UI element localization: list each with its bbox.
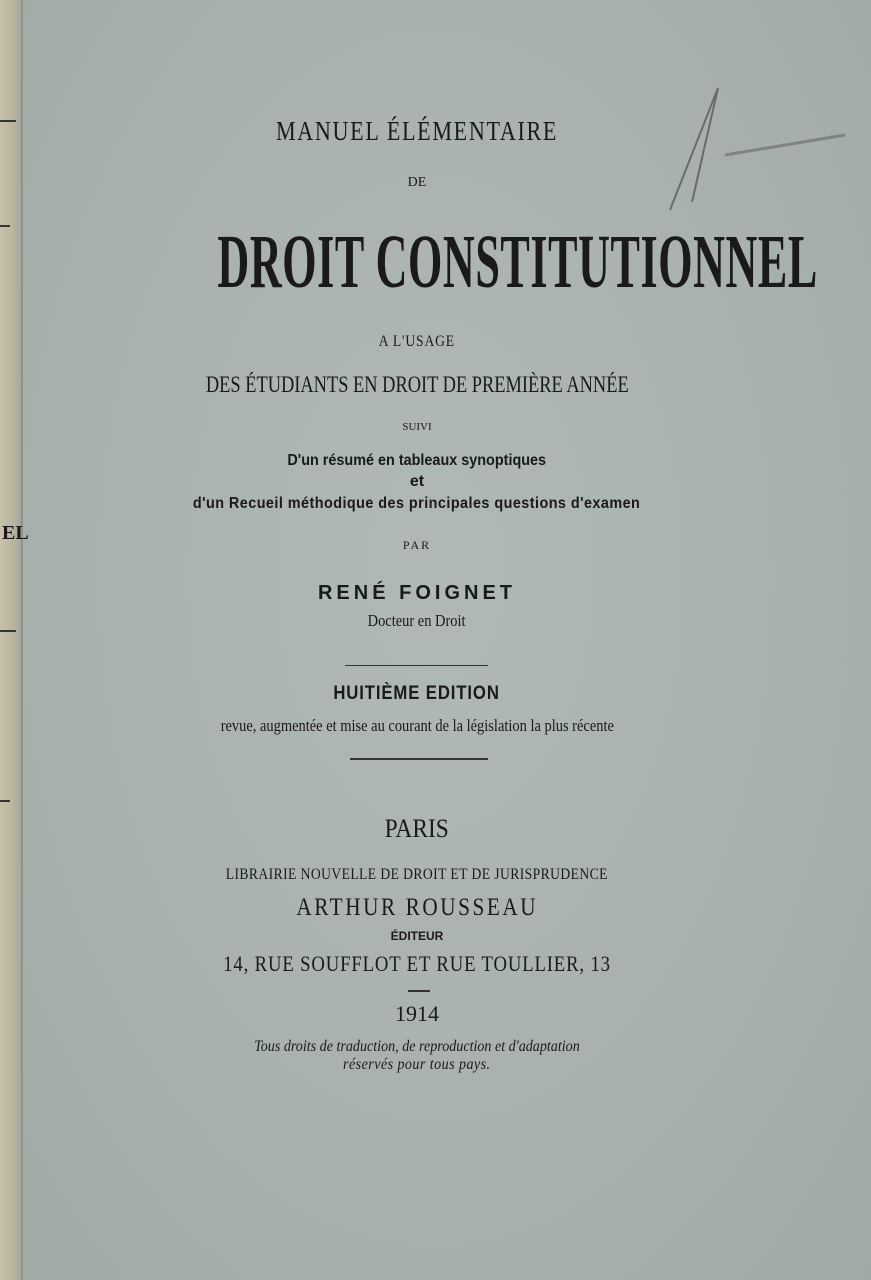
title-de: DE: [407, 175, 427, 190]
divider: [408, 990, 430, 992]
handwritten-annotation: [600, 80, 850, 220]
divider: [345, 665, 488, 666]
supplement-line2: d'un Recueil méthodique des principales questions d'examen: [193, 495, 641, 512]
publisher-name: ARTHUR ROUSSEAU: [296, 894, 538, 921]
title-line1: MANUEL ÉLÉMENTAIRE: [275, 116, 559, 146]
divider: [350, 758, 488, 760]
author-name: RENÉ FOIGNET: [317, 582, 516, 604]
supplement-line1: D'un résumé en tableaux synoptiques: [287, 452, 547, 469]
city: PARIS: [384, 814, 450, 843]
year: 1914: [395, 1001, 439, 1026]
supplement-et: et: [409, 473, 425, 490]
edition-line: HUITIÈME EDITION: [333, 683, 501, 704]
main-title: DROIT CONSTITUTIONNEL: [217, 220, 818, 304]
publisher-role: ÉDITEUR: [390, 929, 444, 943]
spine-mark: [0, 800, 10, 802]
rights-line1: Tous droits de traduction, de reproduction et d'adaptation: [254, 1038, 580, 1055]
book-spine: [0, 0, 22, 1280]
spine-mark: [0, 630, 16, 632]
address: 14, RUE SOUFFLOT ET RUE TOULLIER, 13: [223, 951, 611, 976]
suivi-line: SUIVI: [402, 421, 432, 433]
spine-edge: [21, 0, 23, 1280]
publisher-house: LIBRAIRIE NOUVELLE DE DROIT ET DE JURISPRUDENCE: [225, 866, 609, 883]
author-title: Docteur en Droit: [368, 611, 466, 630]
spine-text: EL: [2, 522, 29, 544]
edition-note: revue, augmentée et mise au courant de la législation la plus récente: [220, 716, 614, 735]
par-line: PAR: [402, 538, 432, 552]
audience-line: DES ÉTUDIANTS EN DROIT DE PREMIÈRE ANNÉE: [205, 372, 629, 397]
rights-line2: réservés pour tous pays.: [343, 1056, 491, 1073]
usage-line: A L'USAGE: [378, 333, 456, 350]
